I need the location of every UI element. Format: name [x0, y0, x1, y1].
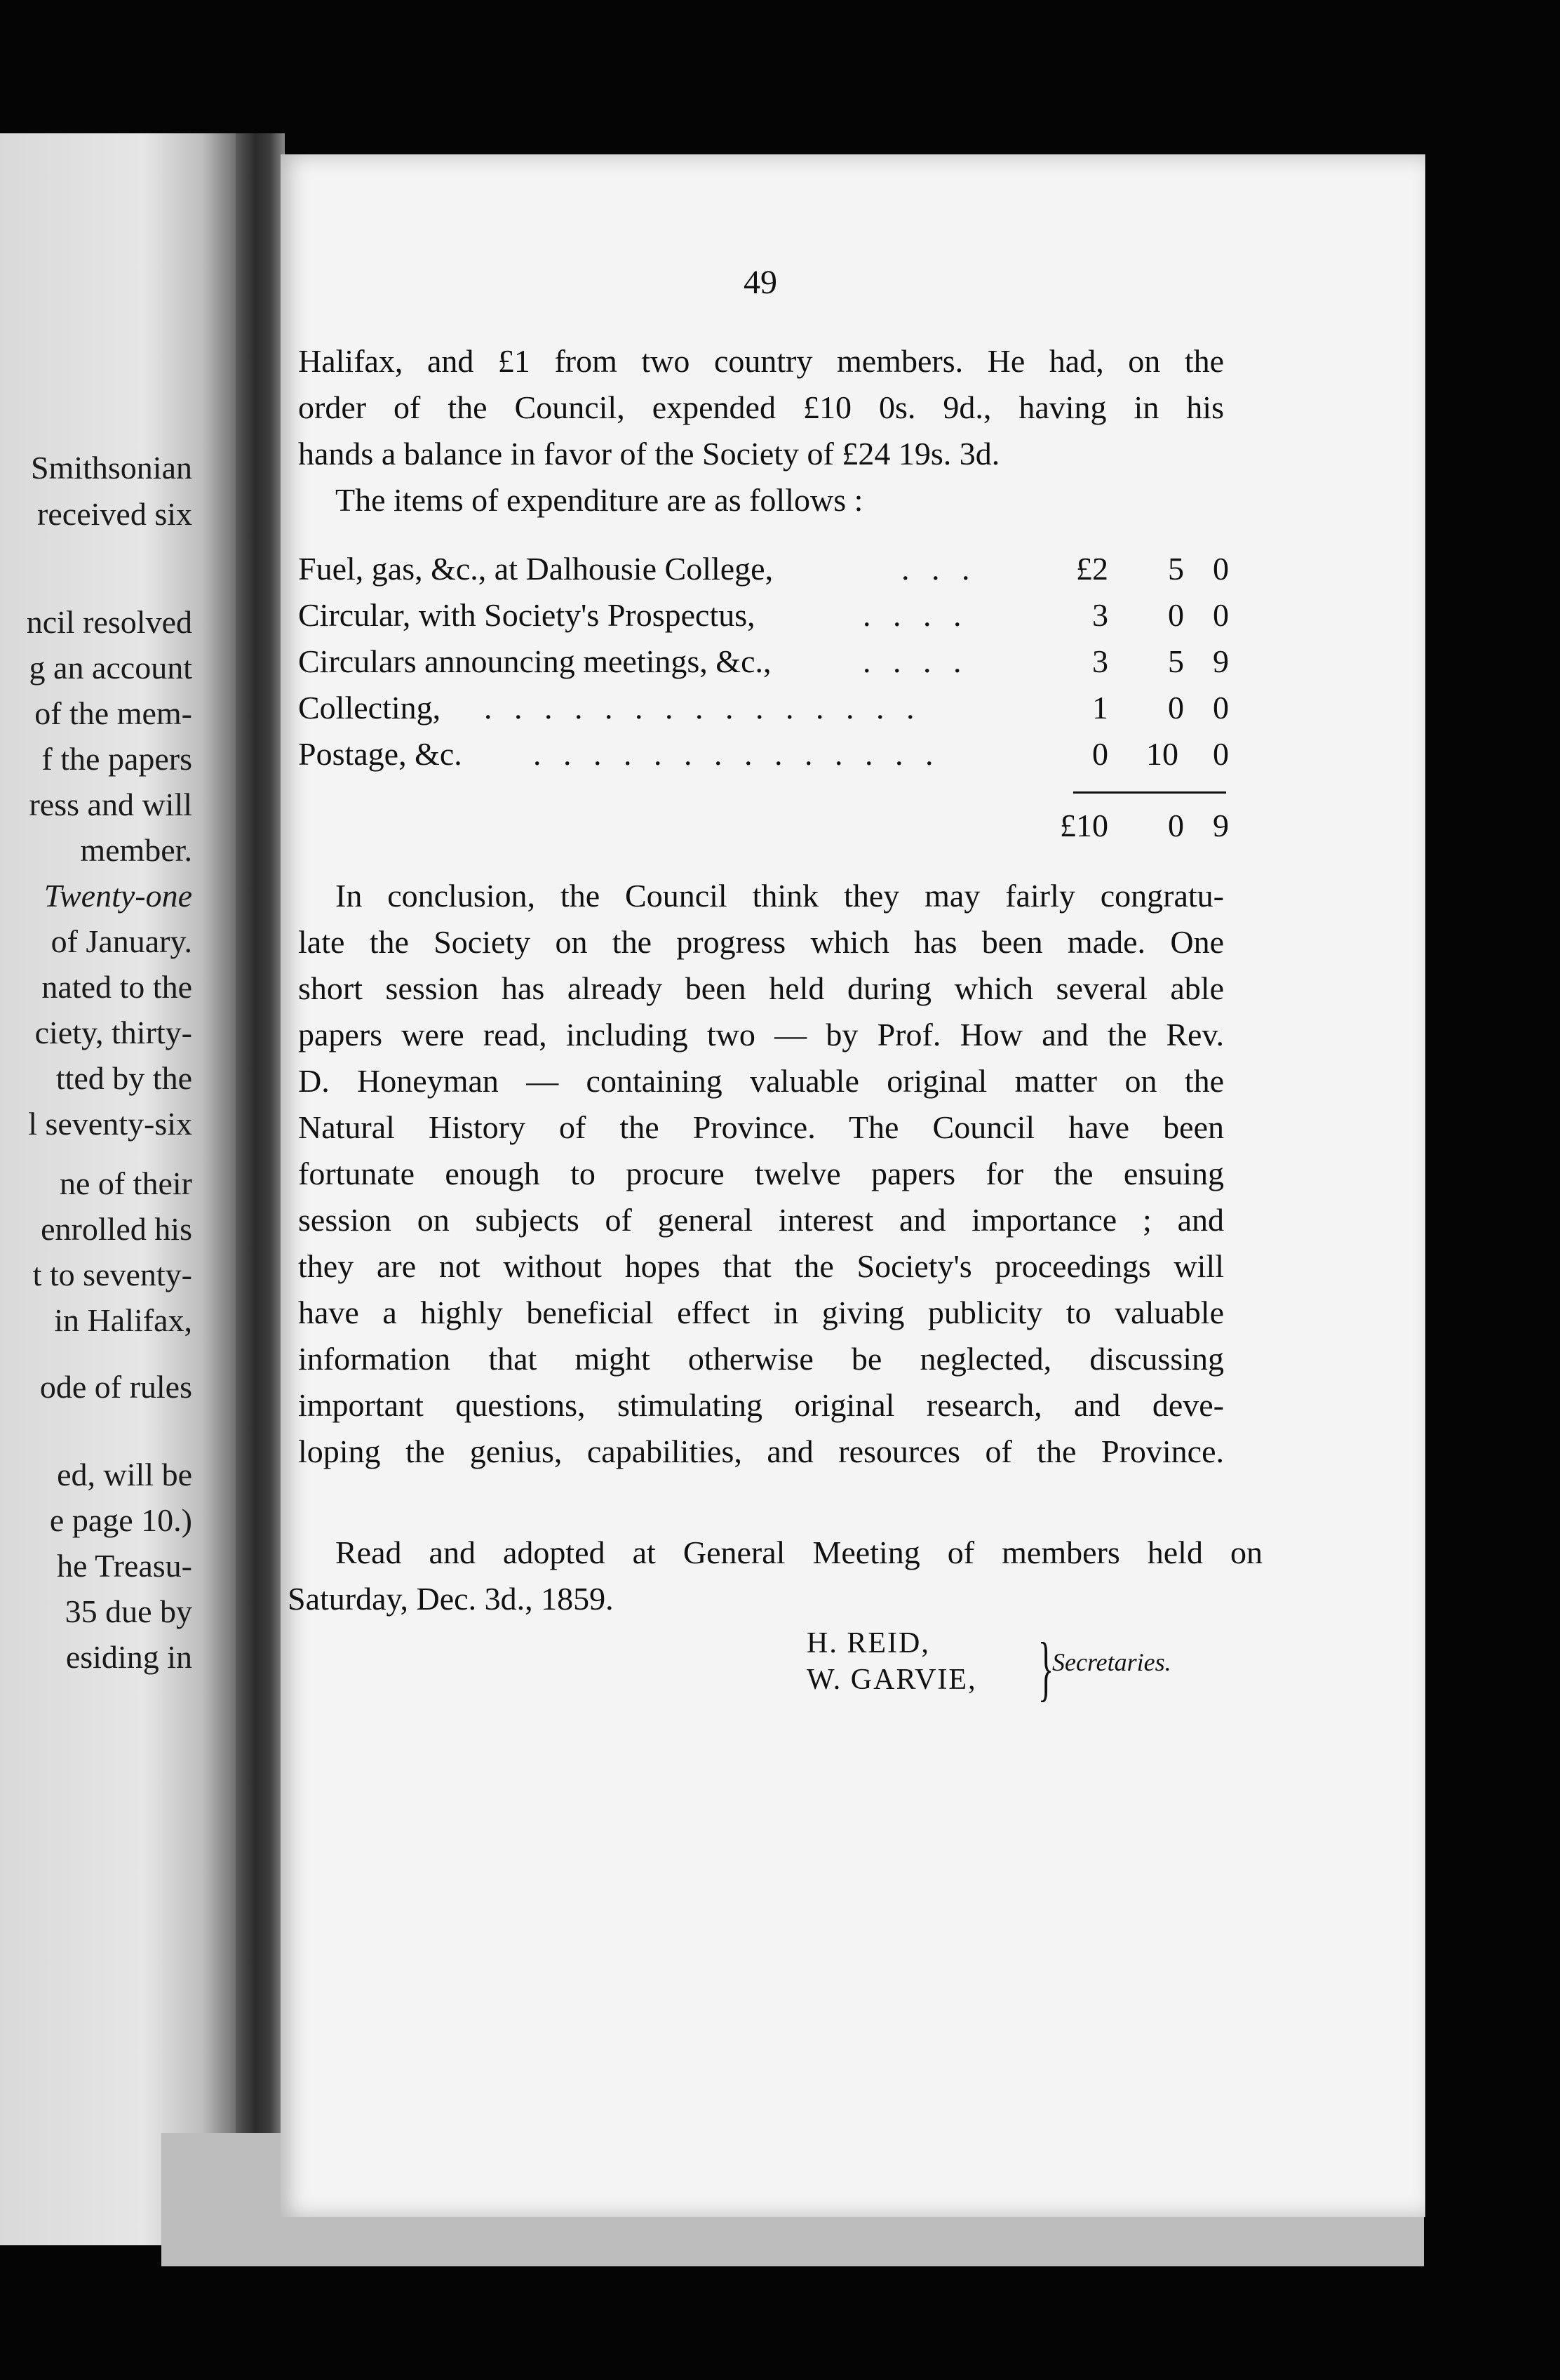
- expense-label: Collecting,: [298, 690, 441, 726]
- amount-shillings: 10: [1146, 736, 1178, 772]
- amount-pounds: 0: [1092, 736, 1108, 772]
- expense-label: Circulars announcing meetings, &c.,: [298, 643, 772, 679]
- total-pence: 9: [1213, 808, 1229, 843]
- body-line: important questions, stimulating original research, and deve-: [298, 1387, 1224, 1423]
- amount-pence: 0: [1213, 597, 1229, 633]
- amount-pounds: £2: [1076, 551, 1108, 587]
- left-page-line: ncil resolved: [26, 604, 192, 640]
- brace-icon: }: [1037, 1628, 1054, 1709]
- expense-label: Fuel, gas, &c., at Dalhousie College,: [298, 551, 774, 587]
- amount-pence: 9: [1213, 643, 1229, 679]
- left-page-line: he Treasu-: [57, 1548, 192, 1584]
- signature-name: H. REID,: [807, 1627, 930, 1659]
- body-line: D. Honeyman — containing valuable original matter on the: [298, 1063, 1224, 1099]
- page-number: 49: [744, 264, 777, 301]
- body-line: papers were read, including two — by Prof. How and the Rev.: [298, 1017, 1224, 1052]
- amount-shillings: 5: [1168, 551, 1184, 587]
- left-page-line: 35 due by: [65, 1593, 192, 1629]
- leader-dots: . . . .: [863, 643, 969, 679]
- left-page-line: t to seventy-: [32, 1257, 192, 1292]
- left-page-line: g an account: [29, 650, 192, 686]
- body-line: loping the genius, capabilities, and resources of the Province.: [298, 1433, 1224, 1469]
- left-page-line: ciety, thirty-: [34, 1015, 192, 1050]
- expense-label: Postage, &c.: [298, 736, 462, 772]
- left-page-line: tted by the: [55, 1060, 192, 1096]
- total-pounds: £10: [1060, 808, 1108, 843]
- left-page-line: Twenty-one: [43, 878, 192, 914]
- body-line: information that might otherwise be neglected, discussing: [298, 1341, 1224, 1377]
- left-page-line: of the mem-: [34, 695, 192, 731]
- body-line: have a highly beneficial effect in giving publicity to valuable: [298, 1295, 1224, 1330]
- left-page-line: received six: [37, 496, 192, 532]
- amount-pounds: 1: [1092, 690, 1108, 726]
- expense-label: Circular, with Society's Prospectus,: [298, 597, 755, 633]
- left-page-line: esiding in: [65, 1639, 192, 1675]
- left-page-line: ed, will be: [57, 1457, 192, 1492]
- amount-pounds: 3: [1092, 643, 1108, 679]
- left-page-line: ne of their: [59, 1165, 192, 1201]
- signature-role: Secretaries.: [1052, 1648, 1171, 1676]
- left-facing-page: [0, 133, 238, 2245]
- left-page-line: in Halifax,: [54, 1302, 192, 1338]
- total-shillings: 0: [1168, 808, 1184, 843]
- leader-dots: . . . . . . . . . . . . . .: [533, 736, 941, 772]
- body-line: they are not without hopes that the Society's proceedings will: [298, 1248, 1224, 1284]
- body-line: late the Society on the progress which has been made. One: [298, 924, 1224, 960]
- amount-pence: 0: [1213, 736, 1229, 772]
- left-page-line: f the papers: [41, 741, 192, 777]
- total-rule: [1073, 791, 1226, 794]
- para1-line: hands a balance in favor of the Society of £24 19s. 3d.: [298, 436, 1000, 472]
- body-line: In conclusion, the Council think they may fairly congratu-: [335, 878, 1224, 914]
- para1-line: Halifax, and £1 from two country members. He had, on the: [298, 343, 1224, 379]
- body-line: Saturday, Dec. 3d., 1859.: [288, 1581, 614, 1617]
- amount-shillings: 0: [1168, 597, 1184, 633]
- left-page-line: nated to the: [41, 969, 192, 1005]
- amount-shillings: 0: [1168, 690, 1184, 726]
- left-page-line: Smithsonian: [30, 450, 192, 486]
- left-page-line: enrolled his: [41, 1211, 192, 1247]
- leader-dots: . . . .: [863, 597, 969, 633]
- leader-dots: . . . . . . . . . . . . . . .: [484, 690, 922, 726]
- body-line: session on subjects of general interest and importance ; and: [298, 1202, 1224, 1238]
- left-page-line: of January.: [51, 923, 192, 959]
- body-line: Read and adopted at General Meeting of members held on: [335, 1535, 1263, 1570]
- left-page-line: member.: [80, 832, 192, 868]
- left-page-line: ress and will: [29, 787, 192, 822]
- body-line: short session has already been held during which several able: [298, 970, 1224, 1006]
- para1-line: order of the Council, expended £10 0s. 9d., having in his: [298, 389, 1224, 425]
- left-page-line: ode of rules: [39, 1369, 192, 1405]
- items-intro: The items of expenditure are as follows :: [335, 482, 863, 518]
- left-page-line: e page 10.): [49, 1502, 192, 1538]
- leader-dots: . . .: [901, 551, 977, 587]
- left-page-line: l seventy-six: [28, 1106, 192, 1142]
- signature-name: W. GARVIE,: [807, 1664, 977, 1696]
- book-spine: [236, 133, 285, 2245]
- body-line: Natural History of the Province. The Council have been: [298, 1109, 1224, 1145]
- body-line: fortunate enough to procure twelve papers for the ensuing: [298, 1156, 1224, 1191]
- amount-shillings: 5: [1168, 643, 1184, 679]
- amount-pence: 0: [1213, 551, 1229, 587]
- amount-pence: 0: [1213, 690, 1229, 726]
- amount-pounds: 3: [1092, 597, 1108, 633]
